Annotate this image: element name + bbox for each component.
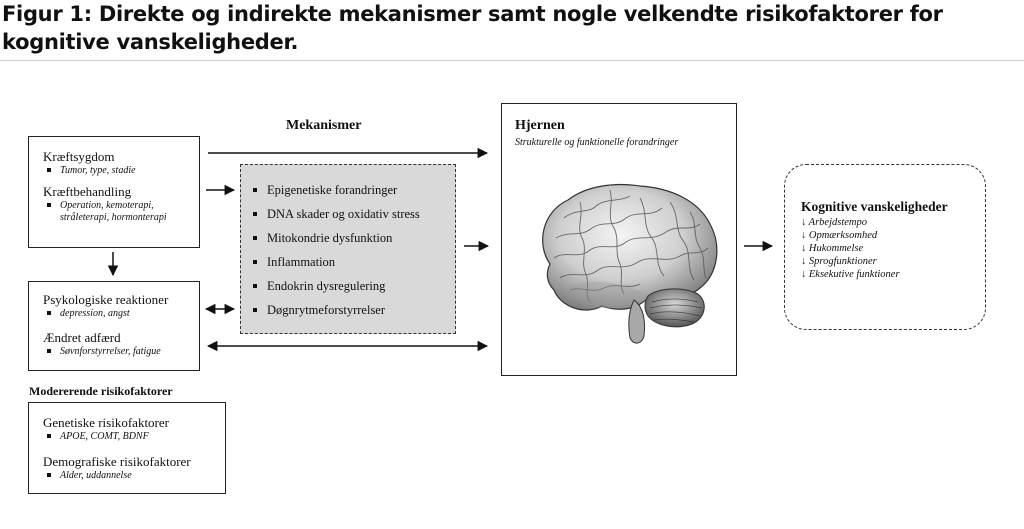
cognitive-item: ↓ Opmærksomhed: [801, 230, 878, 241]
moderating-heading: Modererende risikofaktorer: [29, 384, 173, 398]
mechanism-label: Inflammation: [267, 255, 336, 269]
mechanism-label: Epigenetiske forandringer: [267, 183, 398, 197]
cognitive-item: ↓ Eksekutive funktioner: [801, 269, 900, 280]
mechanism-item: [253, 182, 455, 198]
brain-subheading: Strukturelle og funktionelle forandringer: [515, 137, 679, 148]
psych-reactions-label: Psykologiske reaktioner: [43, 292, 169, 307]
cancer-disease-detail: Tumor, type, stadie: [60, 165, 136, 176]
mechanisms-list: [253, 182, 455, 318]
mechanism-item: [253, 278, 455, 294]
demographic-risk-label: Demografiske risikofaktorer: [43, 454, 191, 469]
mechanisms-heading: Mekanismer: [286, 118, 362, 133]
cognitive-item: ↓ Arbejdstempo: [801, 217, 868, 228]
cancer-disease-label: Kræftsygdom: [43, 149, 115, 164]
mechanisms-box: [240, 164, 456, 334]
cognitive-box: [784, 164, 986, 330]
mechanism-label: Endokrin dysregulering: [267, 279, 386, 293]
cancer-treatment-detail-1: Operation, kemoterapi,: [60, 200, 154, 211]
cancer-box: [28, 136, 200, 248]
brain-illustration: [530, 178, 726, 350]
mechanism-item: [253, 230, 455, 246]
brain-heading: Hjernen: [515, 118, 565, 133]
mechanism-item: [253, 206, 455, 222]
mechanism-label: Døgnrytmeforstyrrelser: [267, 303, 386, 317]
psych-box: [28, 281, 200, 371]
cognitive-item: ↓ Hukommelse: [801, 243, 864, 254]
bullet-icon: [253, 260, 257, 264]
bullet-icon: [253, 188, 257, 192]
brain-box: [501, 103, 737, 376]
genetic-risk-detail: APOE, COMT, BDNF: [60, 431, 149, 442]
mechanism-item: [253, 302, 455, 318]
bullet-icon: [253, 308, 257, 312]
cognitive-list: [801, 216, 985, 281]
bullet-icon: [253, 236, 257, 240]
psych-reactions-detail: depression, angst: [60, 308, 130, 319]
mechanism-label: Mitokondrie dysfunktion: [267, 231, 393, 245]
bullet-icon: [253, 284, 257, 288]
bullet-icon: [253, 212, 257, 216]
figure-title: Figur 1: Direkte og indirekte mekanismer samt nogle velkendte risikofaktorer for kognitive vanskeligheder.: [2, 2, 943, 54]
moderating-box: [28, 402, 226, 494]
cancer-treatment-label: Kræftbehandling: [43, 184, 132, 199]
mechanism-label: DNA skader og oxidativ stress: [267, 207, 420, 221]
cognitive-heading: Kognitive vanskeligheder: [801, 199, 948, 214]
cognitive-item: ↓ Sprogfunktioner: [801, 256, 877, 267]
genetic-risk-label: Genetiske risikofaktorer: [43, 415, 169, 430]
changed-behavior-detail: Søvnforstyrrelser, fatigue: [60, 346, 161, 357]
demographic-risk-detail: Alder, uddannelse: [60, 470, 132, 481]
changed-behavior-label: Ændret adfærd: [43, 330, 121, 345]
mechanism-item: [253, 254, 455, 270]
cancer-treatment-detail-2: stråleterapi, hormonterapi: [60, 212, 167, 223]
